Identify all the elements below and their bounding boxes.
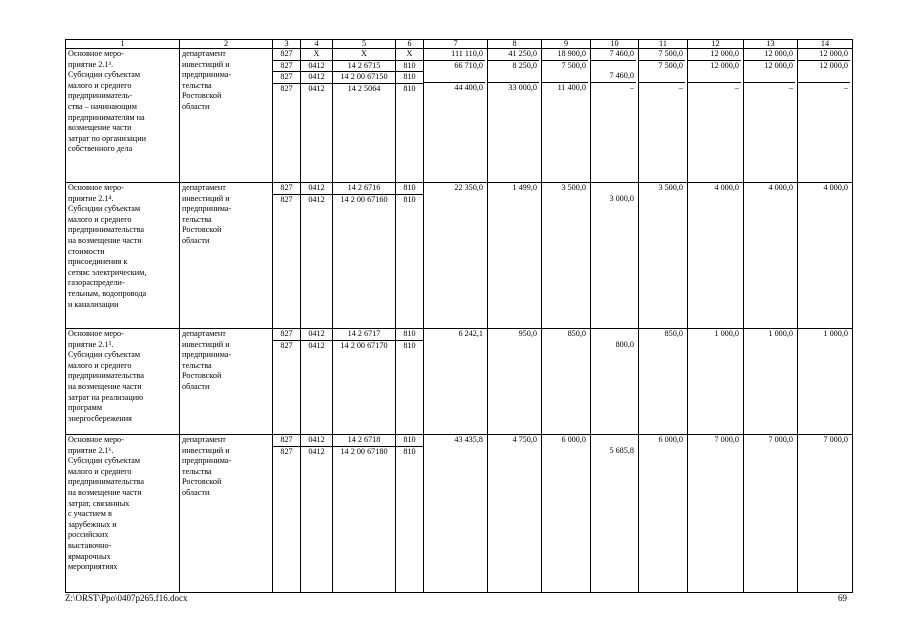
cell-value: 0412 — [308, 435, 325, 444]
cell-value — [544, 446, 586, 457]
cell-value: 810 — [396, 194, 423, 206]
measure-name-cell — [66, 49, 180, 183]
cell-value: 827 — [273, 446, 300, 458]
column-number-11: 11 — [639, 40, 688, 49]
measure-name-line: предпринимательства — [68, 225, 144, 235]
cell-value: 827 — [273, 60, 300, 72]
cell-value: – — [688, 82, 741, 94]
cell-value: 4 750,0 — [512, 435, 537, 444]
cell-value — [690, 446, 739, 457]
cell-value: 4 000,0 — [714, 183, 739, 192]
cell-value: 7 000,0 — [768, 435, 793, 444]
cell-value: 14 2 00 67150 — [333, 71, 395, 83]
cell-value: 1 000,0 — [714, 329, 739, 338]
measure-name-line: предпринимательства — [68, 371, 144, 381]
measure-name-line: на возмещение части — [68, 235, 142, 245]
cell-value: 3 500,0 — [658, 183, 683, 192]
executor-line: предпринима- — [182, 456, 232, 466]
cell-value: 7 500,0 — [542, 60, 588, 72]
cell-value: 0412 — [308, 329, 325, 338]
measure-name-line: малого и среднего — [68, 214, 132, 224]
cell-value — [593, 435, 634, 446]
cell-y2017 — [639, 435, 688, 593]
cell-value: Х — [313, 49, 320, 58]
cell-y2015 — [542, 435, 591, 593]
cell-vr — [396, 329, 424, 435]
executor-line: департамент — [182, 435, 226, 444]
cell-y2020 — [798, 183, 853, 329]
budget-table — [65, 39, 853, 593]
cell-value: 12 000,0 — [764, 49, 793, 58]
measure-name-line: приятие 2.1⁶. — [68, 445, 114, 455]
measure-name-line: программ — [68, 403, 103, 413]
cell-value: 5 685,8 — [609, 445, 634, 455]
measure-name-cell — [66, 183, 180, 329]
cell-value: Х — [406, 49, 413, 58]
measure-name-line: Основное меро- — [68, 183, 124, 192]
cell-value: 14 2 6715 — [333, 60, 395, 72]
cell-value: – — [591, 82, 636, 94]
measure-name-line: малого и среднего — [68, 80, 132, 90]
cell-value: 8 250,0 — [488, 60, 539, 72]
measure-name-line: ярмарочных — [68, 551, 111, 561]
executor-line: Ростовской — [182, 371, 222, 381]
column-number-13: 13 — [744, 40, 798, 49]
cell-y2014 — [488, 329, 542, 435]
column-number-5: 5 — [333, 40, 396, 49]
measure-name-line: Субсидии субъектам — [68, 70, 141, 80]
column-number-7: 7 — [424, 40, 488, 49]
executor-cell — [180, 183, 273, 329]
cell-value: – — [639, 82, 685, 94]
cell-value — [426, 194, 483, 205]
cell-value: 12 000,0 — [688, 60, 741, 72]
table-row — [66, 49, 853, 183]
cell-value — [641, 71, 683, 82]
measure-name-line: российских — [68, 530, 109, 540]
cell-y2016 — [591, 435, 639, 593]
cell-y2019 — [744, 183, 798, 329]
cell-value: 827 — [280, 183, 293, 192]
table-row — [66, 435, 853, 593]
cell-value: 1 499,0 — [512, 183, 537, 192]
measure-name-line: ства – начинающим — [68, 101, 137, 111]
cell-value: 14 2 6718 — [347, 435, 381, 444]
cell-rzpr — [301, 435, 333, 593]
cell-value — [593, 329, 634, 340]
cell-value: 66 710,0 — [424, 60, 485, 72]
cell-total — [424, 183, 488, 329]
header-row — [66, 40, 853, 49]
measure-name-line: с участием в — [68, 509, 112, 519]
executor-line: тельства — [182, 360, 212, 370]
measure-name-line: на возмещение части — [68, 381, 142, 391]
cell-value — [490, 71, 537, 82]
executor-line: предпринима- — [182, 70, 232, 80]
cell-y2018 — [688, 49, 744, 183]
cell-csr — [333, 183, 396, 329]
measure-name-line: Основное меро- — [68, 435, 124, 444]
measure-name-line: приятие 2.1⁵. — [68, 339, 114, 349]
measure-name-line: приятие 2.1³. — [68, 59, 113, 69]
cell-value: 950,0 — [518, 329, 537, 338]
cell-csr — [333, 49, 396, 183]
cell-value — [800, 340, 848, 351]
executor-cell — [180, 329, 273, 435]
column-number-8: 8 — [488, 40, 542, 49]
cell-value — [690, 194, 739, 205]
cell-value — [490, 194, 537, 205]
cell-value: 14 2 6716 — [347, 183, 381, 192]
cell-value: 12 000,0 — [819, 49, 848, 58]
cell-value: 7 460,0 — [609, 71, 634, 81]
cell-y2017 — [639, 183, 688, 329]
measure-name-line: предпринимательства — [68, 477, 144, 487]
cell-rzpr — [301, 183, 333, 329]
cell-value: 6 000,0 — [658, 435, 683, 444]
cell-value: 3 000,0 — [609, 193, 634, 203]
cell-value: 43 435,8 — [454, 435, 483, 444]
cell-value: 18 900,0 — [557, 49, 586, 58]
column-number-3: 3 — [273, 40, 301, 49]
cell-y2020 — [798, 329, 853, 435]
column-number-14: 14 — [798, 40, 853, 49]
cell-grbs — [273, 183, 301, 329]
cell-value — [544, 194, 586, 205]
cell-value: 7 460,0 — [609, 49, 634, 58]
cell-value: 827 — [273, 340, 300, 352]
cell-csr — [333, 329, 396, 435]
measure-name-line: затрат на реализацию — [68, 392, 144, 402]
cell-value: 0412 — [301, 60, 332, 72]
cell-total — [424, 329, 488, 435]
cell-vr — [396, 435, 424, 593]
column-number-2: 2 — [180, 40, 273, 49]
cell-value: 850,0 — [664, 329, 683, 338]
cell-value: 33 000,0 — [488, 82, 539, 94]
column-number-12: 12 — [688, 40, 744, 49]
cell-grbs — [273, 329, 301, 435]
measure-name-line: малого и среднего — [68, 360, 132, 370]
cell-value: – — [798, 82, 850, 94]
cell-value — [641, 446, 683, 457]
cell-y2018 — [688, 329, 744, 435]
measure-name-line: приятие 2.1⁴. — [68, 193, 114, 203]
executor-cell — [180, 435, 273, 593]
cell-value: 12 000,0 — [710, 49, 739, 58]
measure-name-line: стоимости — [68, 246, 105, 256]
cell-value: 0412 — [301, 340, 332, 352]
cell-value: 14 2 00 67170 — [333, 340, 395, 352]
cell-value — [690, 340, 739, 351]
executor-cell — [180, 49, 273, 183]
executor-line: области — [182, 381, 210, 391]
cell-value: 810 — [396, 83, 423, 95]
executor-line: инвестиций и — [182, 193, 230, 203]
measure-name-line: малого и среднего — [68, 466, 132, 476]
measure-name-line: затрат по организации — [68, 133, 146, 143]
cell-value — [800, 71, 848, 82]
cell-rzpr — [301, 329, 333, 435]
cell-value: 6 000,0 — [561, 435, 586, 444]
cell-value: 7 500,0 — [658, 49, 683, 58]
cell-value: 0412 — [301, 194, 332, 206]
executor-line: тельства — [182, 80, 212, 90]
cell-value: 1 000,0 — [823, 329, 848, 338]
measure-name-line: Субсидии субъектам — [68, 204, 141, 214]
measure-name-cell — [66, 435, 180, 593]
cell-value: 7 000,0 — [823, 435, 848, 444]
executor-line: тельства — [182, 466, 212, 476]
cell-value: 827 — [280, 329, 293, 338]
cell-vr — [396, 49, 424, 183]
measure-name-line: присоединения к — [68, 257, 128, 267]
cell-value: 827 — [280, 49, 293, 58]
cell-value — [800, 446, 848, 457]
cell-value: 7 500,0 — [639, 60, 685, 72]
cell-value: 827 — [273, 71, 300, 83]
cell-value — [591, 60, 636, 72]
executor-line: предпринима- — [182, 204, 232, 214]
cell-grbs — [273, 435, 301, 593]
cell-value: 12 000,0 — [798, 60, 850, 72]
cell-value — [746, 340, 793, 351]
measure-name-line: и канализации — [68, 299, 119, 309]
cell-value: 827 — [273, 194, 300, 206]
cell-value — [690, 71, 739, 82]
cell-value: 827 — [280, 435, 293, 444]
cell-value — [746, 194, 793, 205]
measure-name-line: предприниматель- — [68, 91, 133, 101]
cell-value: 11 400,0 — [542, 82, 588, 94]
cell-value: 14 2 00 67180 — [333, 446, 395, 458]
cell-value: 810 — [396, 71, 423, 83]
measure-name-cell — [66, 329, 180, 435]
cell-value — [641, 194, 683, 205]
cell-value — [593, 183, 634, 194]
cell-value — [544, 71, 586, 82]
cell-value: – — [744, 82, 795, 94]
cell-total — [424, 435, 488, 593]
executor-line: Ростовской — [182, 91, 222, 101]
page-number: 69 — [838, 593, 847, 603]
executor-line: департамент — [182, 49, 226, 58]
cell-value — [641, 340, 683, 351]
cell-value — [746, 71, 793, 82]
cell-y2014 — [488, 49, 542, 183]
column-number-6: 6 — [396, 40, 424, 49]
executor-line: области — [182, 487, 210, 497]
cell-value: 6 242,1 — [458, 329, 483, 338]
cell-value: 810 — [396, 446, 423, 458]
cell-value — [426, 446, 483, 457]
executor-line: предпринима- — [182, 350, 232, 360]
executor-line: департамент — [182, 329, 226, 338]
cell-value: 810 — [403, 183, 416, 192]
cell-y2019 — [744, 435, 798, 593]
table-row — [66, 183, 853, 329]
measure-name-line: Субсидии субъектам — [68, 456, 141, 466]
executor-line: инвестиций и — [182, 339, 230, 349]
cell-value: 810 — [403, 435, 416, 444]
measure-name-line: возмещение части — [68, 123, 132, 133]
cell-y2014 — [488, 183, 542, 329]
cell-y2019 — [744, 329, 798, 435]
cell-value: 810 — [403, 329, 416, 338]
cell-y2015 — [542, 329, 591, 435]
cell-value: 111 110,0 — [451, 49, 483, 58]
cell-value: 827 — [273, 83, 300, 95]
cell-value: 4 000,0 — [768, 183, 793, 192]
executor-line: Ростовской — [182, 225, 222, 235]
table-body — [66, 40, 853, 593]
measure-name-line: Основное меро- — [68, 329, 124, 338]
cell-grbs — [273, 49, 301, 183]
cell-y2017 — [639, 329, 688, 435]
cell-value — [426, 71, 483, 82]
cell-value: 44 400,0 — [424, 82, 485, 94]
cell-value: 850,0 — [567, 329, 586, 338]
measure-name-line: Основное меро- — [68, 49, 124, 58]
cell-value: 0412 — [301, 71, 332, 83]
cell-value: 14 2 5064 — [333, 83, 395, 95]
executor-line: Ростовской — [182, 477, 222, 487]
cell-y2016 — [591, 183, 639, 329]
cell-value: 3 500,0 — [561, 183, 586, 192]
executor-line: тельства — [182, 214, 212, 224]
cell-rzpr — [301, 49, 333, 183]
cell-value: Х — [361, 49, 367, 58]
executor-line: департамент — [182, 183, 226, 192]
cell-value: 14 2 6717 — [347, 329, 381, 338]
cell-value: 22 350,0 — [454, 183, 483, 192]
measure-name-line: газораспредели- — [68, 278, 125, 288]
cell-y2020 — [798, 49, 853, 183]
measure-name-line: мероприятиях — [68, 562, 118, 572]
executor-line: инвестиций и — [182, 59, 230, 69]
measure-name-line: энергосбережения — [68, 413, 132, 423]
cell-value — [800, 194, 848, 205]
cell-value: 0412 — [308, 183, 325, 192]
measure-name-line: выставочно- — [68, 540, 112, 550]
measure-name-line: зарубежных и — [68, 519, 117, 529]
cell-y2019 — [744, 49, 798, 183]
cell-value: 0412 — [301, 446, 332, 458]
cell-y2014 — [488, 435, 542, 593]
cell-y2015 — [542, 49, 591, 183]
column-number-9: 9 — [542, 40, 591, 49]
cell-y2016 — [591, 329, 639, 435]
cell-y2018 — [688, 435, 744, 593]
measure-name-line: на возмещение части — [68, 487, 142, 497]
cell-y2018 — [688, 183, 744, 329]
measure-name-line: предпринимателям на — [68, 112, 145, 122]
measure-name-line: собственного дела — [68, 144, 133, 154]
cell-value: 810 — [396, 340, 423, 352]
cell-value — [746, 446, 793, 457]
measure-name-line: сетям: электрическим, — [68, 267, 147, 277]
measure-name-line: тельным, водопровода — [68, 288, 147, 298]
executor-line: области — [182, 101, 210, 111]
cell-value: 1 000,0 — [768, 329, 793, 338]
cell-value — [490, 446, 537, 457]
footer-file-path: Z:\ORST\Ppo\0407p265.f16.docx — [65, 593, 188, 603]
cell-vr — [396, 183, 424, 329]
executor-line: области — [182, 235, 210, 245]
cell-value: 12 000,0 — [744, 60, 795, 72]
cell-value — [544, 340, 586, 351]
cell-y2015 — [542, 183, 591, 329]
cell-y2016 — [591, 49, 639, 183]
cell-value: 41 250,0 — [508, 49, 537, 58]
cell-value: 0412 — [301, 83, 332, 95]
cell-total — [424, 49, 488, 183]
measure-name-line: затрат, связанных — [68, 498, 130, 508]
cell-value: 800,0 — [615, 339, 634, 349]
executor-line: инвестиций и — [182, 445, 230, 455]
cell-value — [426, 340, 483, 351]
cell-value: 810 — [396, 60, 423, 72]
column-number-4: 4 — [301, 40, 333, 49]
column-number-1: 1 — [66, 40, 180, 49]
cell-value: 7 000,0 — [714, 435, 739, 444]
cell-y2017 — [639, 49, 688, 183]
cell-y2020 — [798, 435, 853, 593]
cell-value: 4 000,0 — [823, 183, 848, 192]
cell-csr — [333, 435, 396, 593]
measure-name-line: Субсидии субъектам — [68, 350, 141, 360]
column-number-10: 10 — [591, 40, 639, 49]
table-row — [66, 329, 853, 435]
cell-value: 14 2 00 67160 — [333, 194, 395, 206]
cell-value — [490, 340, 537, 351]
